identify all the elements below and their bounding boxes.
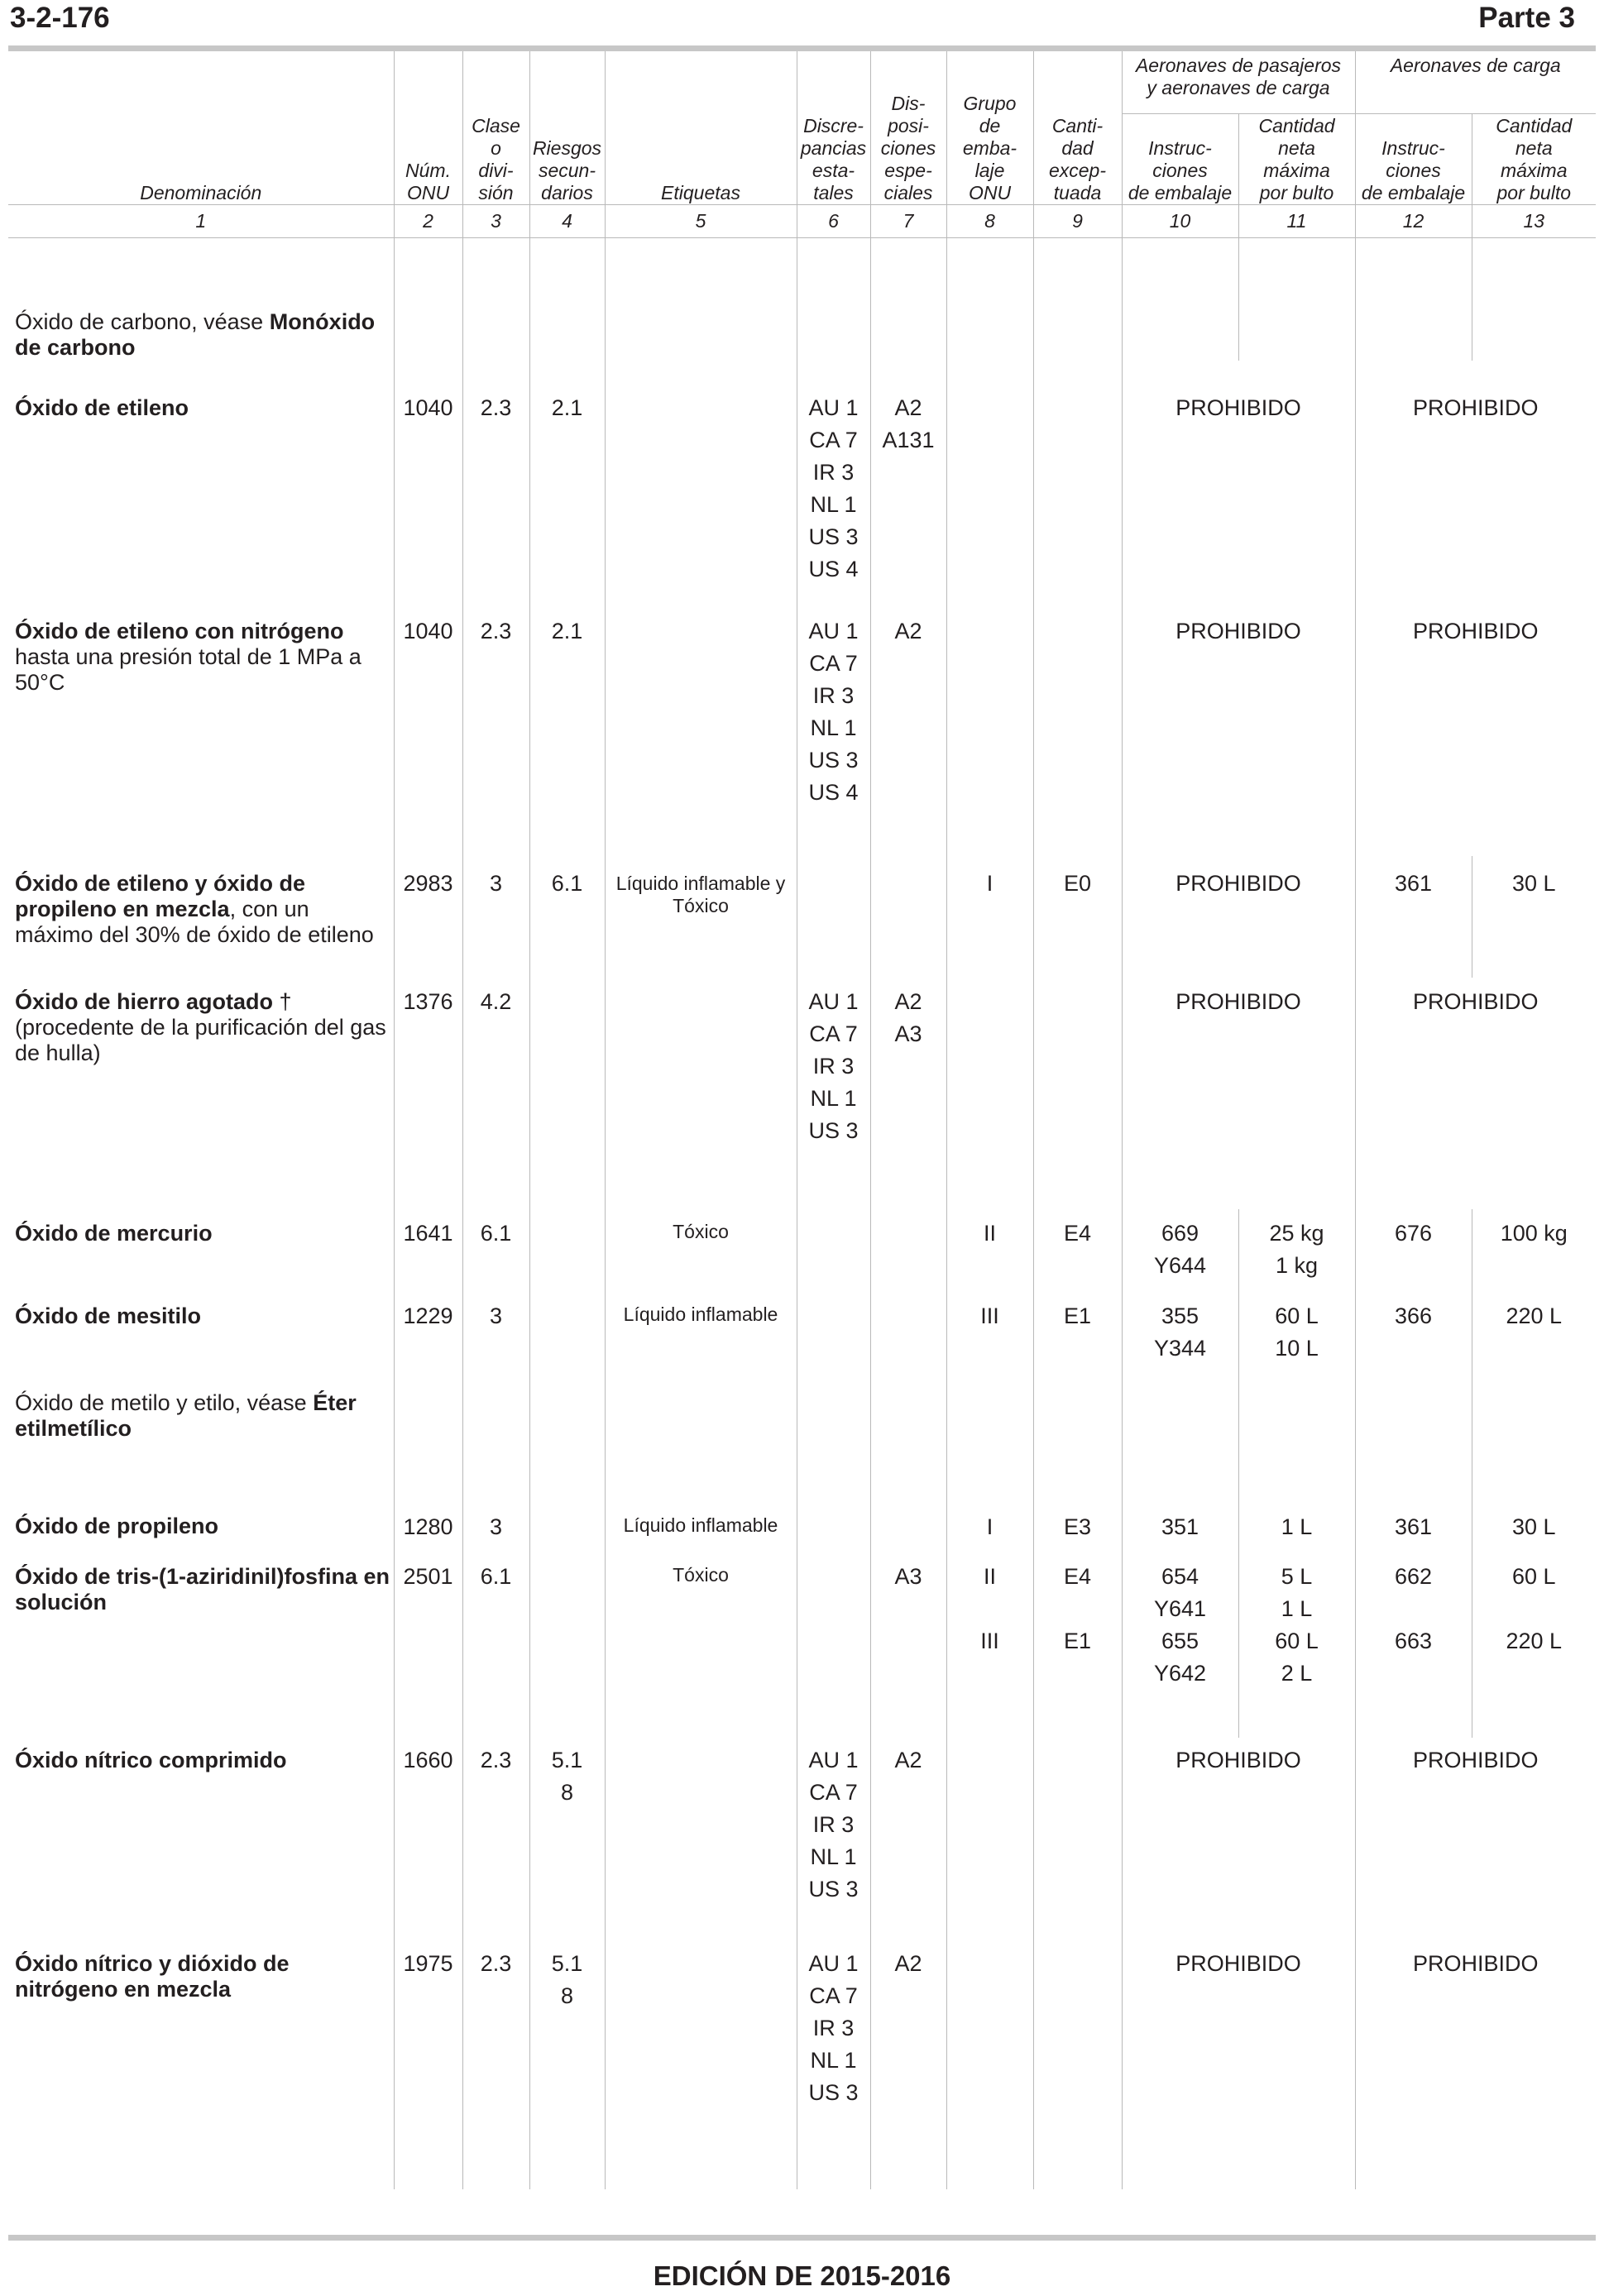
cargo-max-quantity: 220 L: [1472, 1294, 1596, 1372]
passenger-max-quantity: 5 L 1 L 60 L 2 L: [1238, 1559, 1355, 1738]
table-row: [8, 237, 1596, 361]
cargo-max-quantity: 30 L: [1472, 856, 1596, 978]
cargo-packing-instruction: 662 663: [1355, 1559, 1472, 1738]
un-number: 1641: [394, 1209, 462, 1294]
special-provisions: A2 A3: [870, 978, 946, 1209]
state-variations: AU 1 CA 7 IR 3 NL 1 US 3: [797, 1738, 870, 1946]
table-row: [8, 361, 1596, 604]
entry-name: Óxido de propileno: [15, 1513, 219, 1538]
passenger-max-quantity: 60 L 10 L: [1238, 1294, 1355, 1372]
class-division: 6.1: [462, 1559, 529, 1738]
entry-name: Óxido de mesitilo: [15, 1303, 202, 1328]
header-cantidad-exceptuada: Canti- dad excep- tuada: [1033, 51, 1122, 204]
class-division: 6.1: [462, 1209, 529, 1294]
class-division: 3: [462, 1294, 529, 1372]
passenger-packing-instruction: 669 Y644: [1122, 1209, 1238, 1294]
entry-name: Óxido nítrico comprimido: [15, 1747, 287, 1772]
entry-name: Óxido de etileno: [15, 395, 189, 420]
excepted-quantity: E4: [1033, 1209, 1122, 1294]
state-variations: AU 1 CA 7 IR 3 NL 1 US 3 US 4: [797, 604, 870, 856]
passenger-prohibited: PROHIBIDO: [1122, 1738, 1355, 1946]
subsidiary-risk: 6.1: [529, 856, 605, 978]
passenger-prohibited: PROHIBIDO: [1122, 978, 1355, 1209]
hazard-label: Tóxico: [605, 1559, 797, 1738]
passenger-prohibited: PROHIBIDO: [1122, 856, 1355, 978]
un-number: 1229: [394, 1294, 462, 1372]
column-number: 2: [394, 204, 462, 237]
cargo-packing-instruction: 361: [1355, 856, 1472, 978]
passenger-packing-instruction: 351: [1122, 1495, 1238, 1559]
column-number: 4: [529, 204, 605, 237]
packing-group: III: [946, 1294, 1033, 1372]
header-cargo-cantidad: Cantidad neta máxima por bulto: [1472, 113, 1596, 204]
table-header: [8, 51, 1596, 237]
header-aeronaves-pasajeros: Aeronaves de pasajeros y aeronaves de carga: [1122, 51, 1355, 113]
special-provisions: A2: [870, 1946, 946, 2189]
cargo-packing-instruction: 676: [1355, 1209, 1472, 1294]
cargo-packing-instruction: 366: [1355, 1294, 1472, 1372]
bottom-rule: [8, 2235, 1596, 2241]
excepted-quantity: E4 E1: [1033, 1559, 1122, 1738]
un-number: 1040: [394, 361, 462, 604]
table-row: [8, 856, 1596, 978]
header-grupo-embalaje: Grupo de emba- laje ONU: [946, 51, 1033, 204]
header-aeronaves-carga: Aeronaves de carga: [1355, 51, 1596, 113]
entry-name: Óxido nítrico y dióxido de nitrógeno en mezcla: [15, 1950, 290, 2002]
header-denominacion: Denominación: [140, 181, 262, 203]
excepted-quantity: E3: [1033, 1495, 1122, 1559]
header-riesgos: Riesgos secun- darios: [529, 51, 605, 204]
column-number: 11: [1238, 204, 1355, 237]
table-row: [8, 1209, 1596, 1294]
cargo-prohibited: PROHIBIDO: [1355, 1946, 1596, 2189]
table-row: [8, 1294, 1596, 1372]
column-number: 7: [870, 204, 946, 237]
table-row: [8, 1372, 1596, 1495]
entry-name: Óxido de carbono, véase Monóxido de carbono: [15, 309, 376, 360]
header-num-onu: Núm. ONU: [394, 51, 462, 204]
cargo-max-quantity: 100 kg: [1472, 1209, 1596, 1294]
hazard-label: Líquido inflamable: [605, 1294, 797, 1372]
subsidiary-risk: 2.1: [529, 604, 605, 856]
column-number: 3: [462, 204, 529, 237]
entry-name: Óxido de etileno con nitrógeno hasta una presión total de 1 MPa a 50°C: [15, 618, 361, 695]
header-etiquetas: Etiquetas: [605, 51, 797, 204]
special-provisions: A3: [870, 1559, 946, 1738]
hazard-label: Tóxico: [605, 1209, 797, 1294]
subsidiary-risk: 5.1 8: [529, 1738, 605, 1946]
table-row: [8, 1559, 1596, 1738]
passenger-prohibited: PROHIBIDO: [1122, 604, 1355, 856]
un-number: 1975: [394, 1946, 462, 2189]
un-number: 1280: [394, 1495, 462, 1559]
header-disposiciones: Dis- posi- ciones espe- ciales: [870, 51, 946, 204]
column-number: 6: [797, 204, 870, 237]
packing-group: II: [946, 1209, 1033, 1294]
table-row: [8, 604, 1596, 856]
state-variations: AU 1 CA 7 IR 3 NL 1 US 3: [797, 978, 870, 1209]
cargo-max-quantity: 60 L 220 L: [1472, 1559, 1596, 1738]
un-number: 2501: [394, 1559, 462, 1738]
header-clase: Clase o divi- sión: [462, 51, 529, 204]
un-number: 1660: [394, 1738, 462, 1946]
top-rule: [8, 45, 1596, 51]
cargo-prohibited: PROHIBIDO: [1355, 978, 1596, 1209]
edition-footer: EDICIÓN DE 2015-2016: [653, 2260, 951, 2291]
entry-name: Óxido de tris-(1-aziridinil)fosfina en solución: [15, 1563, 390, 1614]
table-body: [8, 237, 1596, 2189]
passenger-prohibited: PROHIBIDO: [1122, 361, 1355, 604]
subsidiary-risk: 5.1 8: [529, 1946, 605, 2189]
table-row: [8, 978, 1596, 1209]
special-provisions: A2: [870, 604, 946, 856]
header-cargo-instrucciones: Instruc- ciones de embalaje: [1355, 113, 1472, 204]
class-division: 3: [462, 1495, 529, 1559]
un-number: 1040: [394, 604, 462, 856]
part-title: Parte 3: [1478, 2, 1575, 34]
cargo-max-quantity: 30 L: [1472, 1495, 1596, 1559]
packing-group: I: [946, 856, 1033, 978]
column-number: 10: [1122, 204, 1238, 237]
cargo-prohibited: PROHIBIDO: [1355, 1738, 1596, 1946]
column-number: 5: [605, 204, 797, 237]
excepted-quantity: E1: [1033, 1294, 1122, 1372]
un-number: 2983: [394, 856, 462, 978]
table-row: [8, 1738, 1596, 1946]
passenger-max-quantity: 25 kg 1 kg: [1238, 1209, 1355, 1294]
passenger-packing-instruction: 654 Y641 655 Y642: [1122, 1559, 1238, 1738]
cargo-prohibited: PROHIBIDO: [1355, 604, 1596, 856]
table-row: [8, 1495, 1596, 1559]
class-division: 2.3: [462, 1738, 529, 1946]
class-division: 4.2: [462, 978, 529, 1209]
special-provisions: A2: [870, 1738, 946, 1946]
entry-name: Óxido de hierro agotado † (procedente de la purificación del gas de hulla): [15, 988, 386, 1065]
special-provisions: A2 A131: [870, 361, 946, 604]
passenger-prohibited: PROHIBIDO: [1122, 1946, 1355, 2189]
packing-group: I: [946, 1495, 1033, 1559]
class-division: 2.3: [462, 361, 529, 604]
packing-group: II III: [946, 1559, 1033, 1738]
dangerous-goods-table: [8, 51, 1596, 2189]
hazard-label: Líquido inflamable y Tóxico: [605, 856, 797, 978]
header-pax-cantidad: Cantidad neta máxima por bulto: [1238, 113, 1355, 204]
entry-name: Óxido de metilo y etilo, véase Éter etilmetílico: [15, 1390, 357, 1441]
subsidiary-risk: 2.1: [529, 361, 605, 604]
cargo-packing-instruction: 361: [1355, 1495, 1472, 1559]
cargo-prohibited: PROHIBIDO: [1355, 361, 1596, 604]
excepted-quantity: E0: [1033, 856, 1122, 978]
column-number: 13: [1472, 204, 1596, 237]
table-row: [8, 1946, 1596, 2189]
un-number: 1376: [394, 978, 462, 1209]
passenger-max-quantity: 1 L: [1238, 1495, 1355, 1559]
column-number: 9: [1033, 204, 1122, 237]
entry-name: Óxido de etileno y óxido de propileno en mezcla, con un máximo del 30% de óxido de etileno: [15, 870, 374, 947]
hazard-label: Líquido inflamable: [605, 1495, 797, 1559]
column-number: 1: [8, 204, 394, 237]
class-division: 3: [462, 856, 529, 978]
state-variations: AU 1 CA 7 IR 3 NL 1 US 3: [797, 1946, 870, 2189]
page-number: 3-2-176: [10, 2, 110, 34]
class-division: 2.3: [462, 604, 529, 856]
state-variations: AU 1 CA 7 IR 3 NL 1 US 3 US 4: [797, 361, 870, 604]
entry-name: Óxido de mercurio: [15, 1220, 213, 1246]
header-discrepancias: Discre- pancias esta- tales: [797, 51, 870, 204]
column-number: 8: [946, 204, 1033, 237]
column-number: 12: [1355, 204, 1472, 237]
header-pax-instrucciones: Instruc- ciones de embalaje: [1122, 113, 1238, 204]
column-number-row: [8, 204, 1596, 237]
passenger-packing-instruction: 355 Y344: [1122, 1294, 1238, 1372]
class-division: 2.3: [462, 1946, 529, 2189]
